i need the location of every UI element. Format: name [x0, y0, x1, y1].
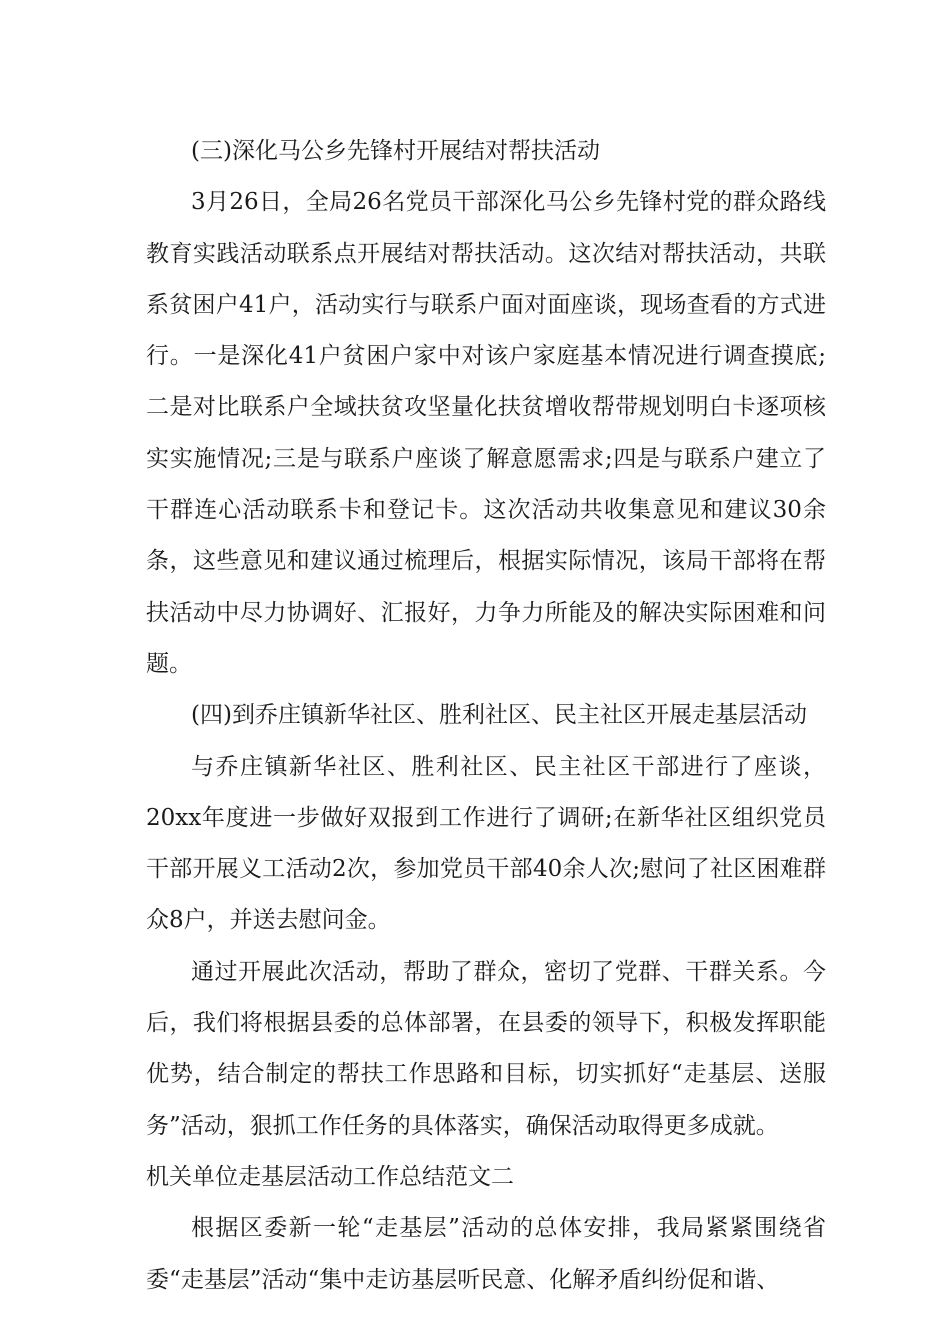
- paragraph-section-3: 3月26日，全局26名党员干部深化马公乡先锋村党的群众路线教育实践活动联系点开展结对帮扶活动。这次结对帮扶活动，共联系贫困户41户，活动实行与联系户面对面座谈，现场查看的方式进行。一是深化41户贫困户家中对该户家庭基本情况进行调查摸底;二是对比联系户全域扶贫攻坚量化扶贫增收帮带规划明白卡逐项核实实施情况;三是与联系户座谈了解意愿需求;四是与联系户建立了干群连心活动联系卡和登记卡。这次活动共收集意见和建议30余条，这些意见和建议通过梳理后，根据实际情况，该局干部将在帮扶活动中尽力协调好、汇报好，力争力所能及的解决实际困难和问题。: [146, 189, 826, 677]
- paragraph-conclusion: 通过开展此次活动，帮助了群众，密切了党群、干群关系。今后，我们将根据县委的总体部署，在县委的领导下，积极发挥职能优势，结合制定的帮扶工作思路和目标，切实抓好“走基层、送服务”活动，狠抓工作任务的具体落实，确保活动取得更多成就。: [146, 958, 826, 1139]
- document-subtitle: 机关单位走基层活动工作总结范文二: [146, 1163, 514, 1190]
- section-heading-4: (四)到乔庄镇新华社区、胜利社区、民主社区开展走基层活动: [191, 702, 807, 729]
- section-heading-3: (三)深化马公乡先锋村开展结对帮扶活动: [191, 138, 600, 164]
- paragraph-section-4: 与乔庄镇新华社区、胜利社区、民主社区干部进行了座谈，20xx年度进一步做好双报到工作进行了调研;在新华社区组织党员干部开展义工活动2次，参加党员干部40余人次;慰问了社区困难群众8户，并送去慰问金。: [146, 753, 826, 934]
- paragraph-intro-two: 根据区委新一轮“走基层”活动的总体安排，我局紧紧围绕省委“走基层”活动“集中走访基层听民意、化解矛盾纠纷促和谐、: [146, 1215, 826, 1293]
- document-body: [146, 126, 826, 1306]
